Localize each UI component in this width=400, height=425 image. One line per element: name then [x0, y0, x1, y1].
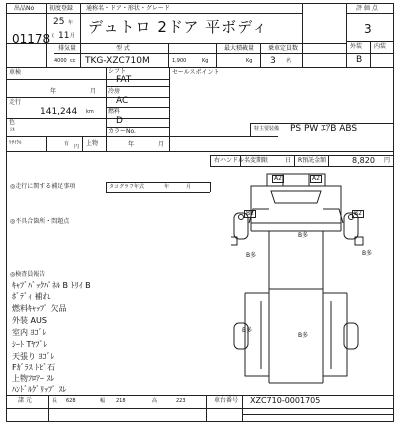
fuel-value: D	[116, 116, 123, 126]
damage-mark: B2	[354, 210, 362, 217]
transfer-label: 名変期限	[244, 157, 269, 164]
reg-year-suffix: 年	[68, 20, 74, 26]
damage-mark: B多	[298, 332, 309, 339]
lot-number: 01178	[12, 32, 51, 46]
inspector-note: ﾎﾞﾃﾞｨ 補れ	[12, 292, 51, 301]
inspector-note: ﾊﾝﾄﾞﾙｸﾞﾘｯﾌﾟ ｽﾚ	[12, 385, 67, 394]
auction-sheet: 出品No 初度登録 通称名・ドア・形状・グレード 評 価 点 01178 25 年 ( 11 月 デュトロ 2ドア 平ボディ 3 外装 内装 B 排気量 型 式 最大積載量 乗車定員数 4000 cc TKG-XZC710M 1,900 Kg Kg 3 名 車検 年 月 走行 141,244 km 色 ｼﾙ ﾘｻｲｸﾙ 有 円 上物 年 月 シフト FAT 冷房 AC 燃料 D カラーNo. セールスポイント 特主要装備 PS PW ｴｱB ABS 右ハンドル 名変期限 日 R預託金額 8,820 円 ◎走行に関する補足事項 タコグラフ年式 年 月 ◎不具合箇所・問題点 ◎検査員報告 ｷｬﾌﾞﾊﾞｯｸﾊﾟﾈﾙ B ﾄﾘｲ B ﾎﾞﾃﾞｨ 補れ 燃料ｷｬｯﾌﾟ 欠品 外装 AUS 室内 ﾖｺﾞﾚ ｼｰﾄ Tﾔﾌﾞﾚ 天張り ﾖｺﾞﾚ Fｶﾞﾗｽ ﾄﾋﾞ石 上物ﾌﾛｱｰ ｽﾚ ﾊﾝﾄﾞﾙｸﾞﾘｯﾌﾟ ｽﾚ A2 A2 B2 B2 B多 B多 B多 B多 B多 諸 元 長 628 幅 218 高 223 車台番号 XZC710-0001705	[6, 3, 394, 422]
max-load-unit-2: Kg	[246, 58, 253, 64]
recycle-fee-value: 8,820	[352, 156, 375, 165]
model-value: TKG-XZC710M	[85, 56, 150, 66]
max-load-value: 1,900	[172, 58, 187, 64]
exterior-grade: B	[356, 55, 363, 65]
reg-month: 11	[58, 31, 70, 41]
exterior-label: 外装	[350, 43, 363, 50]
mileage-unit: km	[86, 109, 94, 115]
damage-mark: B多	[362, 250, 373, 257]
inspector-note: 室内 ﾖｺﾞﾚ	[12, 328, 47, 337]
damage-mark: B2	[246, 210, 254, 217]
mileage-label: 走行	[9, 99, 22, 106]
upholstery-year: 年	[128, 141, 135, 148]
inspector-note: 天張り ﾖｺﾞﾚ	[12, 352, 55, 361]
damage-mark: A2	[274, 175, 282, 182]
tacho-month: 月	[186, 184, 192, 190]
lot-label: 出品No	[14, 5, 35, 12]
inspector-note: ｷｬﾌﾞﾊﾞｯｸﾊﾟﾈﾙ B ﾄﾘｲ B	[12, 281, 91, 290]
color-no-label: カラーNo.	[108, 128, 136, 135]
tacho-label: タコグラフ年式	[109, 184, 145, 190]
damage-mark: B多	[242, 327, 253, 334]
length-label: 諸 元	[18, 397, 32, 404]
capacity-label: 乗車定員数	[268, 45, 299, 52]
aircon-label: 冷房	[108, 88, 121, 95]
equipment-value: PS PW ｴｱB ABS	[290, 124, 358, 134]
fuel-label: 燃料	[108, 108, 121, 115]
inspector-note: 外装 AUS	[12, 316, 47, 325]
length-value: 628	[66, 398, 76, 404]
inspector-note: 上物ﾌﾛｱｰ ｽﾚ	[12, 374, 55, 383]
reg-year: 25	[53, 17, 65, 27]
model-label: 型 式	[116, 45, 130, 52]
displacement-unit: cc	[70, 58, 76, 64]
defect-label: ◎不具合箇所・問題点	[10, 218, 70, 225]
shaken-label: 車検	[9, 69, 22, 76]
equipment-label: 特主要装備	[254, 126, 280, 132]
max-load-unit: Kg	[202, 58, 209, 64]
recycle-yen: 円	[74, 144, 80, 150]
vin-value: XZC710-0001705	[250, 396, 321, 405]
width-value: 218	[116, 398, 126, 404]
tacho-year: 年	[164, 184, 170, 190]
shaken-year-unit: 年	[50, 88, 57, 95]
inspector-label: ◎検査員報告	[10, 271, 46, 278]
shift-value: FAT	[116, 75, 132, 85]
score-label: 評 価 点	[356, 5, 378, 12]
recycle-fee-label: R預託金額	[298, 157, 327, 164]
upholstery-month: 月	[158, 141, 165, 148]
reg-month-suffix: 月	[70, 33, 76, 39]
height-unit: 高	[152, 398, 158, 404]
damage-mark: B多	[298, 232, 309, 239]
car-name: デュトロ 2ドア 平ボディ	[88, 18, 268, 36]
shift-label: シフト	[108, 68, 127, 75]
item-names-label: 通称名・ドア・形状・グレード	[86, 5, 170, 12]
damage-mark: B多	[246, 252, 257, 259]
max-load-label: 最大積載量	[224, 45, 255, 52]
length-unit: 長	[52, 398, 58, 404]
repair-label: ◎走行に関する補足事項	[10, 183, 76, 190]
mileage-value: 141,244	[40, 107, 78, 117]
aircon-value: AC	[116, 96, 129, 106]
color-label: 色	[9, 119, 16, 126]
recycle-mark: 有	[64, 141, 70, 147]
color-value: ｼﾙ	[10, 127, 16, 133]
capacity-unit: 名	[286, 58, 292, 64]
first-reg-label: 初度登録	[49, 5, 74, 12]
inspector-note: 燃料ｷｬｯﾌﾟ 欠品	[12, 304, 67, 313]
damage-mark: A2	[312, 175, 320, 182]
recycle-fee-unit: 円	[384, 157, 391, 164]
width-unit: 幅	[100, 398, 106, 404]
overall-score: 3	[364, 22, 372, 36]
height-value: 223	[176, 398, 186, 404]
truck-diagram	[231, 171, 381, 393]
capacity-value: 3	[270, 56, 276, 66]
inspector-note: ｼｰﾄ Tﾔﾌﾞﾚ	[12, 340, 48, 349]
recycle-label: ﾘｻｲｸﾙ	[9, 140, 22, 146]
sales-point-label: セールスポイント	[172, 69, 220, 76]
displacement-value: 4000	[54, 58, 67, 64]
vin-label: 車台番号	[214, 397, 239, 404]
displacement-label: 排気量	[58, 45, 77, 52]
shaken-month-unit: 月	[90, 88, 97, 95]
transfer-unit: 日	[285, 157, 292, 164]
inspector-note: Fｶﾞﾗｽ ﾄﾋﾞ石	[12, 363, 56, 372]
upholstery-label: 上物	[86, 140, 99, 147]
handle-label: 右ハンドル	[214, 157, 245, 164]
interior-label: 内装	[374, 43, 387, 50]
